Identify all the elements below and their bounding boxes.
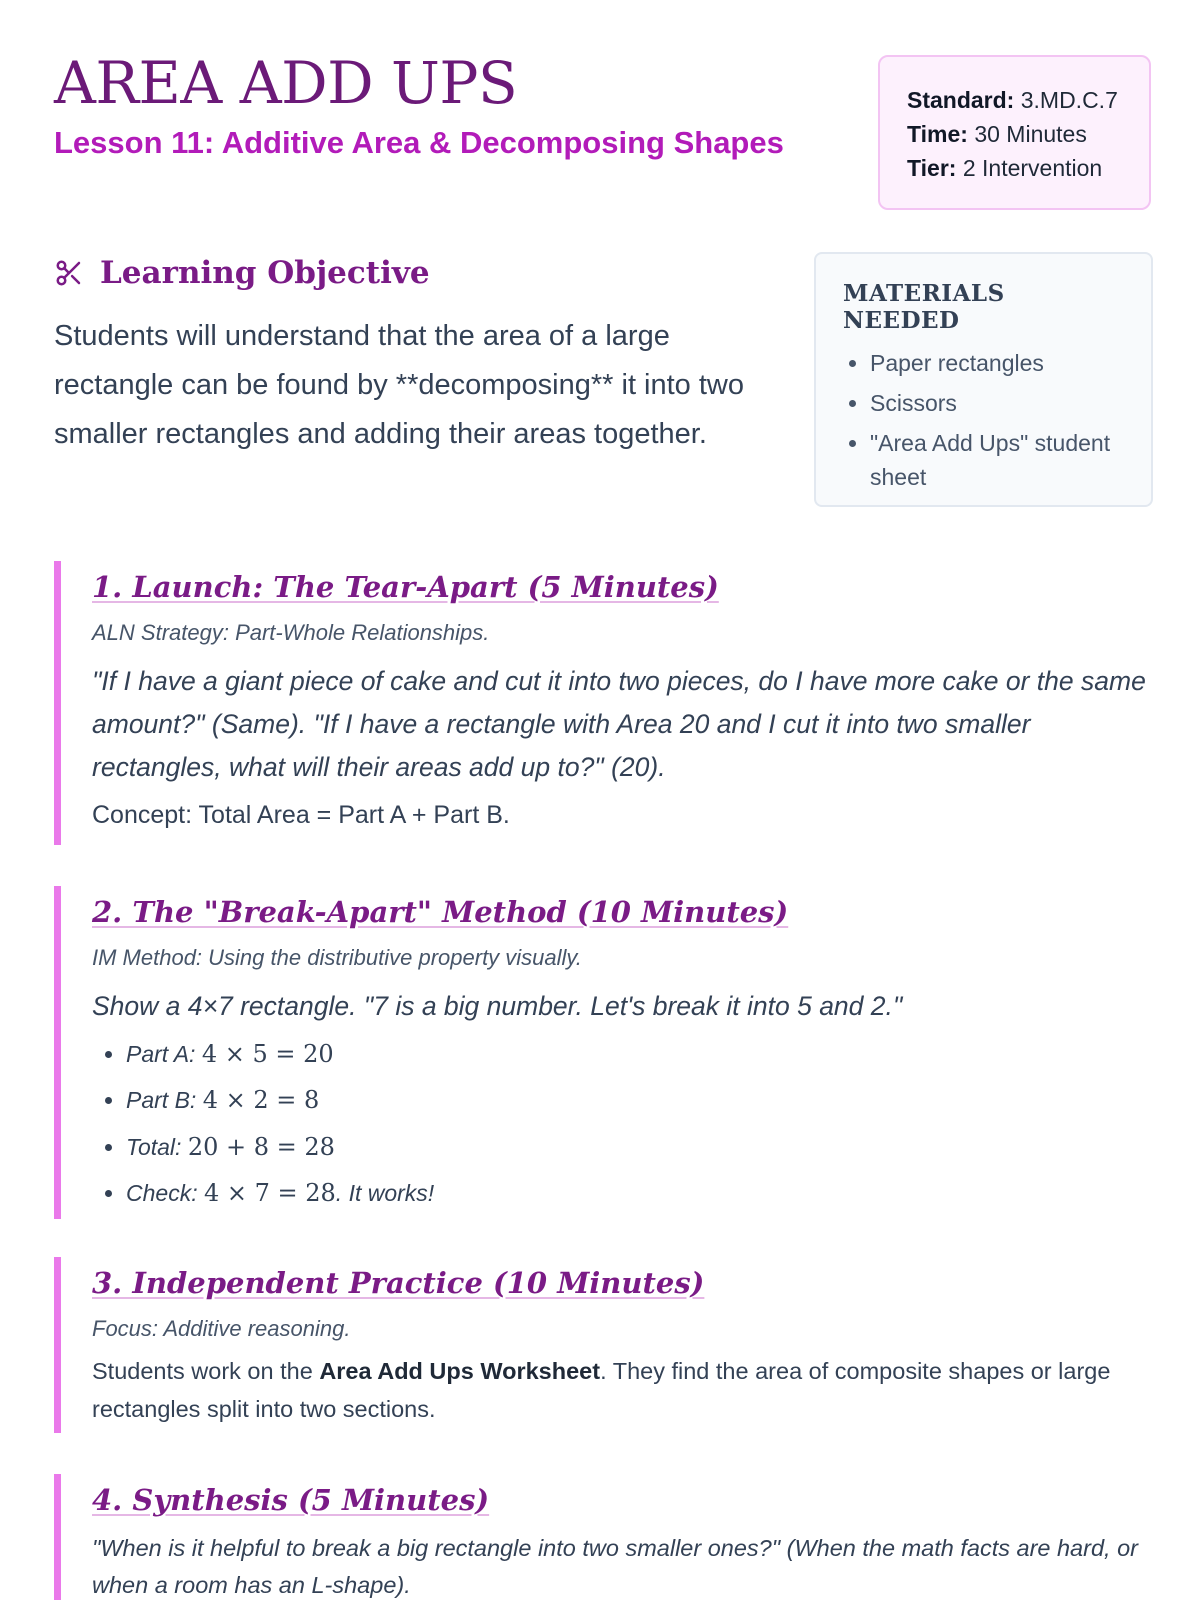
- section-subtitle: ALN Strategy: Part-Whole Relationships.: [92, 619, 490, 645]
- materials-item: • Paper rectangles: [870, 346, 1127, 380]
- meta-standard-label: Standard:: [907, 87, 1015, 113]
- step-item: [126, 1077, 1154, 1124]
- section-concept: Concept: Total Area = Part A + Part B.: [92, 800, 510, 829]
- worksheet-name: Area Add Ups Worksheet: [319, 1357, 601, 1384]
- page-title: AREA ADD UPS: [54, 49, 518, 117]
- meta-tier-value: 2 Intervention: [962, 155, 1103, 181]
- body-text: Students work on the: [92, 1357, 320, 1384]
- step-tail: . It works!: [335, 1180, 435, 1207]
- materials-item: • Scissors: [870, 386, 1127, 420]
- materials-title: MATERIALS NEEDED: [843, 280, 1005, 334]
- body-text: . They find the area of composite shapes or large rectangles split into two sections.: [92, 1357, 1111, 1422]
- scissors-icon: [54, 258, 84, 288]
- step-math: 20 + 8 = 28: [187, 1132, 335, 1161]
- meta-tier-label: Tier:: [907, 155, 957, 181]
- step-label: Check:: [126, 1180, 198, 1207]
- section-subtitle: IM Method: Using the distributive property visually.: [92, 944, 582, 970]
- step-label: Part B:: [126, 1087, 197, 1114]
- step-math: 4 × 5 = 20: [201, 1039, 334, 1068]
- section-title: 3. Independent Practice (10 Minutes): [92, 1266, 705, 1300]
- objective-text: Students will understand that the area of a large rectangle can be found by **decomposing** it into two smaller rectangles and adding their areas together.: [54, 320, 744, 450]
- lesson-subtitle: Lesson 11: Additive Area & Decomposing Shapes: [54, 125, 784, 160]
- step-label: Part A:: [126, 1040, 196, 1067]
- section-independent-practice: [54, 1257, 1154, 1433]
- section-subtitle: Focus: Additive reasoning.: [92, 1315, 351, 1341]
- section-synthesis: [54, 1474, 1154, 1600]
- lesson-meta-box: [878, 55, 1151, 210]
- section-body: [92, 1352, 1154, 1428]
- materials-list: [843, 346, 1127, 494]
- meta-time-value: 30 Minutes: [974, 121, 1087, 147]
- section-intro: Show a 4×7 rectangle. "7 is a big number. Let's break it into 5 and 2.": [92, 990, 903, 1021]
- section-launch: [54, 561, 1154, 845]
- section-title: 4. Synthesis (5 Minutes): [92, 1483, 490, 1517]
- step-item: [126, 1124, 1154, 1171]
- objective-title: Learning Objective: [100, 255, 430, 291]
- step-item: [126, 1031, 1154, 1078]
- section-title: 2. The "Break-Apart" Method (10 Minutes): [92, 895, 789, 929]
- meta-standard: [907, 83, 1149, 117]
- materials-item: • "Area Add Ups" student sheet: [870, 426, 1127, 494]
- step-math: 4 × 7 = 28: [203, 1179, 336, 1208]
- step-item: [126, 1170, 1154, 1217]
- section-quote: "If I have a giant piece of cake and cut it into two pieces, do I have more cake or the same amount?" (Same). "If I have a rectangle with Area 20 and I cut it into two smaller rectangles, what will their areas add up to?" (20).: [92, 665, 1146, 782]
- meta-time-label: Time:: [907, 121, 968, 147]
- section-quote: "When is it helpful to break a big rectangle into two smaller ones?" (When the math facts are hard, or when a room has an L-shape).: [92, 1534, 1138, 1598]
- steps-list: [92, 1031, 1154, 1217]
- meta-time: [907, 117, 1149, 151]
- step-math: 4 × 2 = 8: [202, 1086, 320, 1115]
- objective-heading: [54, 255, 430, 291]
- meta-tier: [907, 151, 1149, 185]
- section-title: 1. Launch: The Tear-Apart (5 Minutes): [92, 570, 719, 604]
- section-break-apart: [54, 886, 1154, 1219]
- materials-box: [814, 252, 1153, 507]
- meta-standard-value: 3.MD.C.7: [1020, 87, 1118, 113]
- step-label: Total:: [126, 1133, 182, 1160]
